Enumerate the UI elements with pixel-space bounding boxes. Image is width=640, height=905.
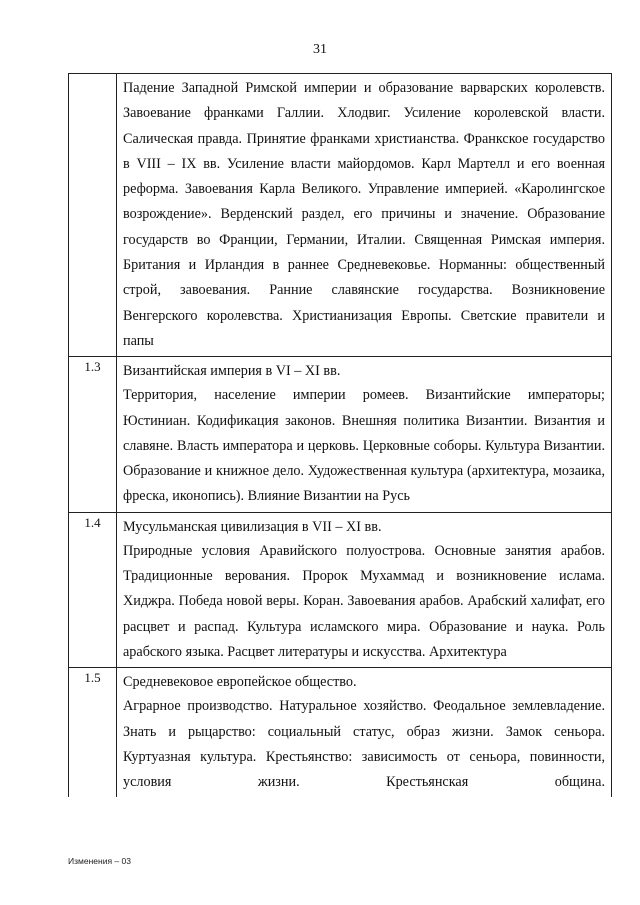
row-number-cell: 1.4 <box>69 512 117 667</box>
row-number-cell: 1.3 <box>69 357 117 512</box>
row-description: Падение Западной Римской империи и образование варварских королевств. Завоевание франками Галлии. Хлодвиг. Усиление королевской власти. Салическая правда. Принятие франками христианства. Франкское государство в VIII – IX вв. Усиление власти майордомов. Карл Мартелл и его военная реформа. Завоевания Карла Великого. Управление империей. «Каролингское возрождение». Верденский раздел, его причины и значение. Образование государств во Франции, Германии, Италии. Священная Римская империя. Британия и Ирландия в раннее Средневековье. Норманны: общественный строй, завоевания. Ранние славянские государства. Возникновение Венгерского королевства. Христианизация Европы. Светские правители и папы <box>123 80 605 349</box>
row-text-cell <box>117 357 612 512</box>
table-row <box>69 512 612 667</box>
row-description: Природные условия Аравийского полуострова. Основные занятия арабов. Традиционные верования. Пророк Мухаммад и возникновение ислама. Хиджра. Победа новой веры. Коран. Завоевания арабов. Арабский халифат, его расцвет и распад. Культура исламского мира. Образование и наука. Роль арабского языка. Расцвет литературы и искусства. Архитектура <box>123 542 605 660</box>
row-title: Средневековое европейское общество. <box>123 674 357 691</box>
content-table <box>68 73 612 797</box>
row-number-cell <box>69 74 117 357</box>
row-title: Византийская империя в VI – XI вв. <box>123 363 341 380</box>
footer-revision-note: Изменения – 03 <box>68 856 131 866</box>
table-row <box>69 357 612 512</box>
page-number: 31 <box>313 42 327 57</box>
row-title: Мусульманская цивилизация в VII – XI вв. <box>123 518 382 535</box>
table-row <box>69 74 612 357</box>
row-number-cell: 1.5 <box>69 668 117 798</box>
row-text-cell <box>117 512 612 667</box>
row-description: Аграрное производство. Натуральное хозяйство. Феодальное землевладение. Знать и рыцарство: социальный статус, образ жизни. Замок сеньора. Куртуазная культура. Крестьянство: зависимость от сеньора, повинности, условия жизни. Крестьянская община. <box>123 698 605 791</box>
row-text-cell <box>117 74 612 357</box>
row-description: Территория, население империи ромеев. Византийские императоры; Юстиниан. Кодификация законов. Внешняя политика Византии. Византия и славяне. Власть императора и церковь. Церковные соборы. Культура Византии. Образование и книжное дело. Художественная культура (архитектура, мозаика, фреска, иконопись). Влияние Византии на Русь <box>123 387 605 505</box>
row-text-cell <box>117 668 612 798</box>
table-row <box>69 668 612 798</box>
